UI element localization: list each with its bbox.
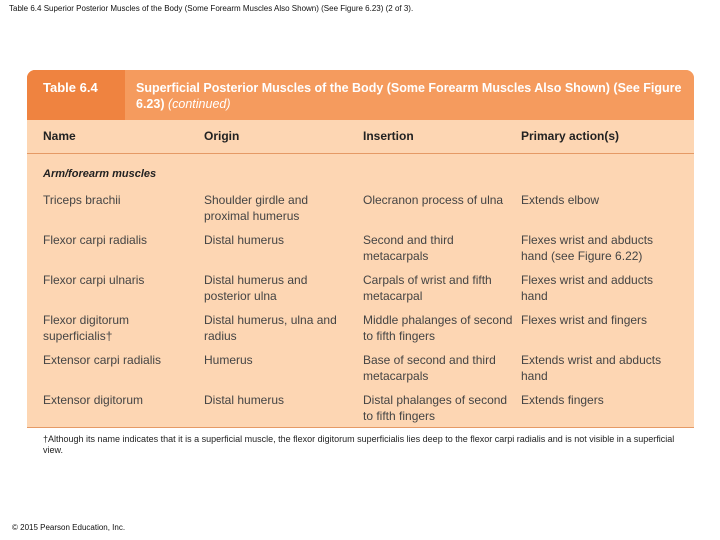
cell-insertion: Distal phalanges of second to fifth fingers bbox=[363, 393, 508, 423]
table-number: Table 6.4 bbox=[27, 70, 125, 120]
copyright: © 2015 Pearson Education, Inc. bbox=[12, 523, 126, 532]
cell-name: Flexor carpi radialis bbox=[43, 233, 148, 247]
cell-origin: Humerus bbox=[204, 353, 253, 367]
cell-name: Extensor carpi radialis bbox=[43, 353, 162, 367]
section-label: Arm/forearm muscles bbox=[43, 168, 157, 180]
cell-insertion: Base of second and third metacarpals bbox=[363, 353, 496, 383]
cell-origin: Distal humerus bbox=[204, 233, 285, 247]
slide-title: Table 6.4 Superior Posterior Muscles of the Body (Some Forearm Muscles Also Shown) (See Figure 6.23) (2 of 3). bbox=[9, 4, 414, 13]
cell-insertion: Carpals of wrist and fifth metacarpal bbox=[363, 273, 492, 303]
cell-insertion: Second and third metacarpals bbox=[363, 233, 454, 263]
cell-insertion: Middle phalanges of second to fifth fingers bbox=[363, 313, 513, 343]
cell-name: Flexor digitorum superficialis† bbox=[43, 313, 130, 343]
bottom-rule bbox=[27, 427, 694, 428]
table-row bbox=[27, 232, 694, 272]
cell-action: Extends wrist and abducts hand bbox=[521, 353, 662, 383]
cell-origin: Shoulder girdle and proximal humerus bbox=[204, 193, 309, 223]
table-row bbox=[27, 192, 694, 232]
title-text: Superficial Posterior Muscles of the Body (Some Forearm Muscles Also Shown) (See Figure 6.23) bbox=[136, 81, 682, 111]
cell-action: Flexes wrist and adducts hand bbox=[521, 273, 654, 303]
table-row bbox=[27, 392, 694, 428]
table-row bbox=[27, 352, 694, 392]
col-name: Name bbox=[43, 129, 76, 143]
table-row bbox=[27, 312, 694, 352]
footnote: †Although its name indicates that it is a superficial muscle, the flexor digitorum superficialis lies deep to the flexor carpi radialis and is not visible in a superficial view. bbox=[43, 434, 675, 455]
col-origin: Origin bbox=[204, 129, 240, 143]
column-headers bbox=[27, 120, 694, 154]
cell-name: Triceps brachii bbox=[43, 193, 121, 207]
cell-action: Flexes wrist and abducts hand (see Figure 6.22) bbox=[521, 233, 654, 263]
muscle-table bbox=[27, 70, 694, 428]
cell-origin: Distal humerus and posterior ulna bbox=[204, 273, 308, 303]
cell-action: Flexes wrist and fingers bbox=[521, 313, 648, 327]
cell-action: Extends elbow bbox=[521, 193, 600, 207]
cell-name: Flexor carpi ulnaris bbox=[43, 273, 145, 287]
cell-insertion: Olecranon process of ulna bbox=[363, 193, 504, 207]
table-header bbox=[27, 70, 694, 120]
cell-name: Extensor digitorum bbox=[43, 393, 144, 407]
col-action: Primary action(s) bbox=[521, 129, 620, 143]
cell-action: Extends fingers bbox=[521, 393, 604, 407]
continued-label: (continued) bbox=[167, 97, 231, 111]
cell-origin: Distal humerus bbox=[204, 393, 285, 407]
cell-origin: Distal humerus, ulna and radius bbox=[204, 313, 337, 343]
table-title bbox=[136, 80, 694, 112]
table-row bbox=[27, 272, 694, 312]
col-insertion: Insertion bbox=[363, 129, 414, 143]
